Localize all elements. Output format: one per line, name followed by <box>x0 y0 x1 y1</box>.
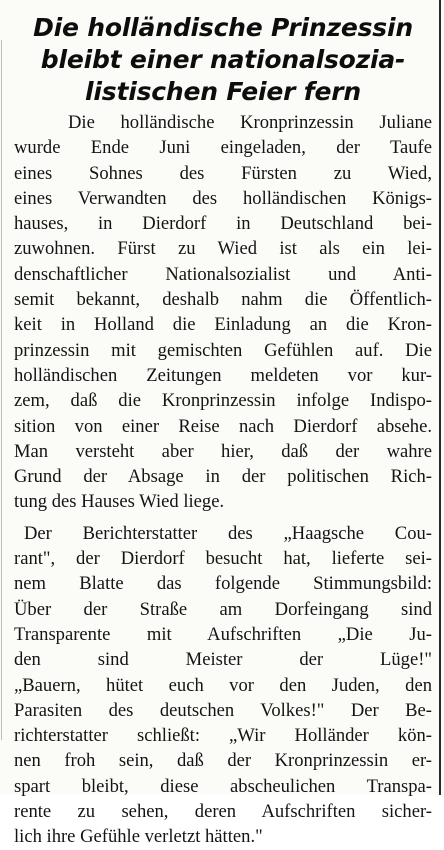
text-line: keit in Holland die Einladung an die Kron- <box>14 314 432 336</box>
headline <box>18 12 428 108</box>
text-line: hauses, in Dierdorf in Deutschland bei- <box>14 213 432 235</box>
text-line: denschaftlicher Nationalsozialist und Anti- <box>14 263 432 285</box>
paragraph-1 <box>14 110 432 515</box>
text-line: nen froh sein, daß der Kronprinzessin er- <box>14 750 432 772</box>
text-line: Parasiten des deutschen Volkes!" Der Be- <box>14 699 432 721</box>
text-line: zuwohnen. Fürst zu Wied ist als ein lei- <box>14 238 432 260</box>
text-line: den sind Meister der Lüge!" <box>14 649 432 671</box>
text-line: eines Sohnes des Fürsten zu Wied, <box>14 162 432 184</box>
text-line: spart bleibt, diese abscheulichen Transpa- <box>14 775 432 797</box>
text-line: zem, daß die Kronprinzessin infolge Indispo- <box>14 390 432 412</box>
text-line: tung des Hauses Wied liege. <box>14 491 225 513</box>
text-line: rente zu sehen, deren Aufschriften sicher- <box>14 801 432 823</box>
text-line: sition von einer Reise nach Dierdorf absehe. <box>14 415 432 437</box>
text-line: prinzessin mit gemischten Gefühlen auf. Die <box>14 339 432 361</box>
text-line: semit bekannt, deshalb nahm die Öffentlich- <box>14 289 432 311</box>
text-line: richterstatter schließt: „Wir Holländer kön- <box>14 725 432 747</box>
text-line: Über der Straße am Dorfeingang sind <box>14 598 432 620</box>
text-line: rant", der Dierdorf besucht hat, lieferte sei- <box>14 548 432 570</box>
text-line: Man versteht aber hier, daß der wahre <box>14 440 432 462</box>
text-line: Der Berichterstatter des „Haagsche Cou- <box>24 522 432 544</box>
text-line: Die holländische Kronprinzessin Juliane <box>68 112 432 133</box>
text-line: wurde Ende Juni eingeladen, der Taufe <box>14 137 432 159</box>
headline-line: listischen Feier fern <box>85 77 361 106</box>
article-body <box>14 110 432 850</box>
paragraph-2 <box>14 521 432 850</box>
text-line: holländischen Zeitungen meldeten vor kur- <box>14 364 432 386</box>
text-line: Grund der Absage in der politischen Rich- <box>14 466 432 488</box>
text-line: Transparente mit Aufschriften „Die Ju- <box>14 623 432 645</box>
text-line: „Bauern, hütet euch vor den Juden, den <box>14 674 432 696</box>
headline-line: bleibt einer nationalsozia- <box>40 45 406 74</box>
text-line: lich ihre Gefühle verletzt hätten." <box>14 826 263 848</box>
column-rule-right <box>439 0 441 795</box>
column-rule-left <box>1 40 2 740</box>
text-line: eines Verwandten des holländischen Königs- <box>14 187 432 209</box>
text-line: nem Blatte das folgende Stimmungsbild: <box>14 573 432 595</box>
headline-line: Die holländische Prinzessin <box>33 13 413 42</box>
